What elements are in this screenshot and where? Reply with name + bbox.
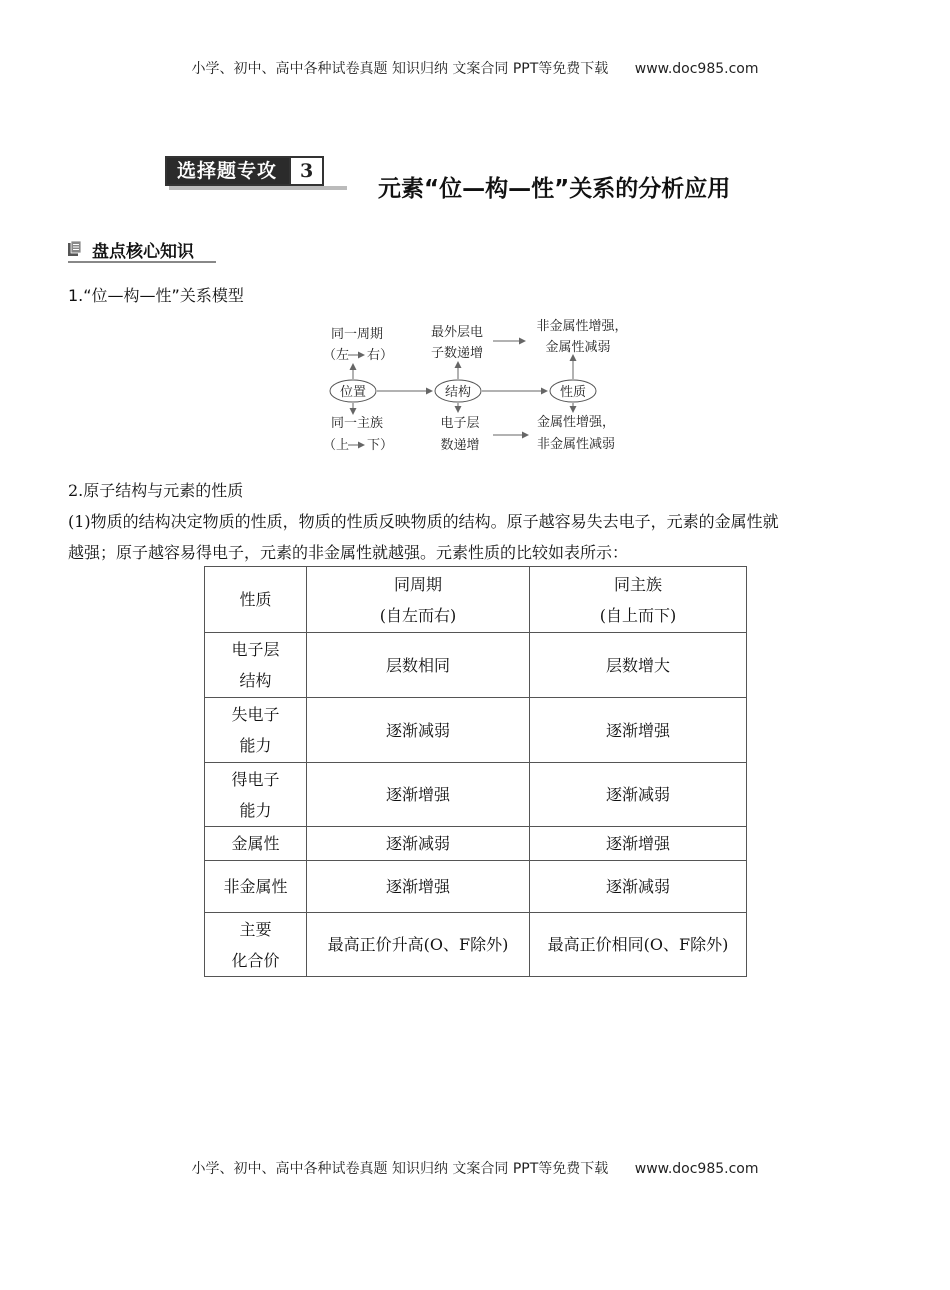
section-heading-text: 盘点核心知识 — [92, 242, 194, 262]
top-left-line1: 同一周期 — [330, 327, 384, 342]
item-1-heading: 1.“位—构—性”关系模型 — [68, 286, 244, 305]
row-label: 电子层 结构 — [205, 633, 307, 698]
period-cell: 逐渐增强 — [307, 763, 530, 827]
bottom-left-line1: 同一主族 — [330, 416, 384, 431]
badge-shadow — [169, 186, 347, 190]
banner-url[interactable]: www.doc985.com — [634, 61, 759, 77]
table-header-cell: 同主族 (自上而下) — [530, 567, 747, 633]
group-cell: 逐渐增强 — [530, 827, 747, 861]
bottom-mid-line2: 数递增 — [440, 438, 480, 453]
period-cell: 逐渐增强 — [307, 861, 530, 913]
paragraph-line-2: 越强；原子越容易得电子，元素的非金属性就越强。元素性质的比较如表所示： — [68, 543, 629, 562]
bottom-right-line1: 金属性增强， — [536, 415, 616, 430]
bottom-mid-line1: 电子层 — [440, 416, 480, 431]
top-mid-line2: 子数递增 — [430, 346, 484, 361]
group-cell: 逐渐增强 — [530, 698, 747, 763]
top-left-line2: （左 — [322, 348, 350, 363]
item-2-heading: 2.原子结构与元素的性质 — [68, 481, 244, 500]
node-position: 位置 — [339, 385, 367, 400]
banner-text: 小学、初中、高中各种试卷真题 知识归纳 文案合同 PPT等免费下载 — [191, 1161, 609, 1177]
table-row — [205, 827, 747, 861]
banner-text: 小学、初中、高中各种试卷真题 知识归纳 文案合同 PPT等免费下载 — [191, 61, 609, 77]
section-heading — [68, 237, 216, 263]
badge-number: 3 — [289, 158, 322, 184]
topic-badge — [165, 156, 324, 186]
row-label: 金属性 — [205, 827, 307, 861]
table-row — [205, 763, 747, 827]
bottom-left-line2: （上 — [322, 438, 350, 453]
top-right-line1: 非金属性增强， — [536, 319, 628, 334]
node-structure: 结构 — [444, 385, 472, 400]
row-label: 主要 化合价 — [205, 913, 307, 977]
period-cell: 层数相同 — [307, 633, 530, 698]
table-row — [205, 913, 747, 977]
group-cell: 逐渐减弱 — [530, 763, 747, 827]
row-label: 得电子 能力 — [205, 763, 307, 827]
bottom-banner — [0, 1158, 950, 1178]
period-cell: 逐渐减弱 — [307, 827, 530, 861]
row-label: 失电子 能力 — [205, 698, 307, 763]
period-cell: 逐渐减弱 — [307, 698, 530, 763]
document-icon — [68, 241, 81, 256]
bottom-left-line3: 下） — [366, 438, 394, 453]
group-cell: 逐渐减弱 — [530, 861, 747, 913]
badge-label: 选择题专攻 — [167, 158, 289, 184]
group-cell: 最高正价相同(O、F除外) — [530, 913, 747, 977]
bottom-right-line2: 非金属性减弱 — [536, 437, 616, 452]
banner-url[interactable]: www.doc985.com — [634, 1161, 759, 1177]
table-row — [205, 633, 747, 698]
top-right-line2: 金属性减弱 — [545, 340, 611, 355]
page-title: 元素“位—构—性”关系的分析应用 — [378, 176, 731, 202]
top-mid-line1: 最外层电 — [430, 325, 484, 340]
top-banner — [0, 58, 950, 78]
row-label: 非金属性 — [205, 861, 307, 913]
group-cell: 层数增大 — [530, 633, 747, 698]
element-properties-table — [204, 566, 747, 977]
period-cell: 最高正价升高(O、F除外) — [307, 913, 530, 977]
paragraph-line-1: (1)物质的结构决定物质的性质，物质的性质反映物质的结构。原子越容易失去电子，元素的金属性就 — [68, 512, 779, 531]
table-header-cell: 同周期 (自左而右) — [307, 567, 530, 633]
node-property: 性质 — [559, 385, 587, 400]
relationship-diagram — [300, 312, 660, 462]
table-header-row — [205, 567, 747, 633]
table-header-cell: 性质 — [205, 567, 307, 633]
top-left-line3: 右） — [366, 348, 394, 363]
table-row — [205, 698, 747, 763]
table-row — [205, 861, 747, 913]
